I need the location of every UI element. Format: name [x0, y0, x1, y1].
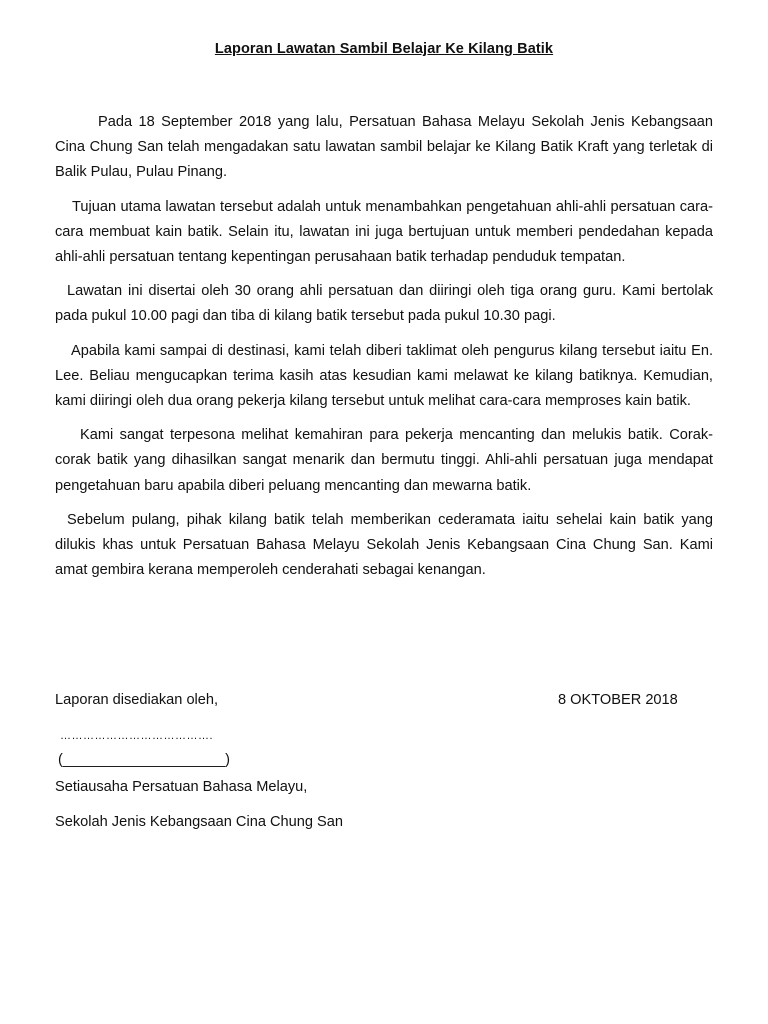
paragraph-4: Apabila kami sampai di destinasi, kami telah diberi taklimat oleh pengurus kilang tersebut iaitu En. Lee. Beliau mengucapkan terima kasih atas kesudian kami melawat ke kilang batiknya. Kemudian, kami diiringi oleh dua orang pekerja kilang tersebut untuk melihat cara-cara memproses kain batik.: [55, 342, 713, 410]
report-title: Laporan Lawatan Sambil Belajar Ke Kilang Batik: [214, 41, 554, 57]
report-date: 8 OKTOBER 2018: [558, 692, 678, 708]
signatory-role-line-1: Setiausaha Persatuan Bahasa Melayu,: [55, 779, 308, 795]
signature-dots: ………………………………….: [60, 730, 214, 742]
report-body: [55, 110, 713, 583]
paragraph-5: Kami sangat terpesona melihat kemahiran para pekerja mencanting dan melukis batik. Corak-corak batik yang dihasilkan sangat menarik dan bermutu tinggi. Ahli-ahli persatuan juga mendapat pengetahuan baru apabila diberi peluang mencanting dan mewarna batik.: [55, 427, 713, 494]
signatory-role-line-2: Sekolah Jenis Kebangsaan Cina Chung San: [55, 814, 344, 830]
paragraph-6: Sebelum pulang, pihak kilang batik telah memberikan cederamata iaitu sehelai kain batik yang dilukis khas untuk Persatuan Bahasa Melayu Sekolah Jenis Kebangsaan Cina Chung San. Kami amat gembira kerana memperoleh cenderahati sebagai kenangan.: [55, 511, 713, 579]
paragraph-2: Tujuan utama lawatan tersebut adalah untuk menambahkan pengetahuan ahli-ahli persatuan cara-cara membuat kain batik. Selain itu, lawatan ini juga bertujuan untuk memberi pendedahan kepada ahli-ahli persatuan tentang kepentingan perusahaan batik terhadap penduduk tempatan.: [55, 198, 713, 266]
paragraph-1: Pada 18 September 2018 yang lalu, Persatuan Bahasa Melayu Sekolah Jenis Kebangsaan Cina Chung San telah mengadakan satu lawatan sambil belajar ke Kilang Batik Kraft yang terletak di Balik Pulau, Pulau Pinang.: [55, 114, 713, 181]
prepared-by-label: Laporan disediakan oleh,: [55, 692, 219, 708]
signature-name-blank: (____________________): [58, 752, 231, 768]
paragraph-3: Lawatan ini disertai oleh 30 orang ahli persatuan dan diiringi oleh tiga orang guru. Kami bertolak pada pukul 10.00 pagi dan tiba di kilang batik tersebut pada pukul 10.30 pagi.: [55, 283, 713, 325]
